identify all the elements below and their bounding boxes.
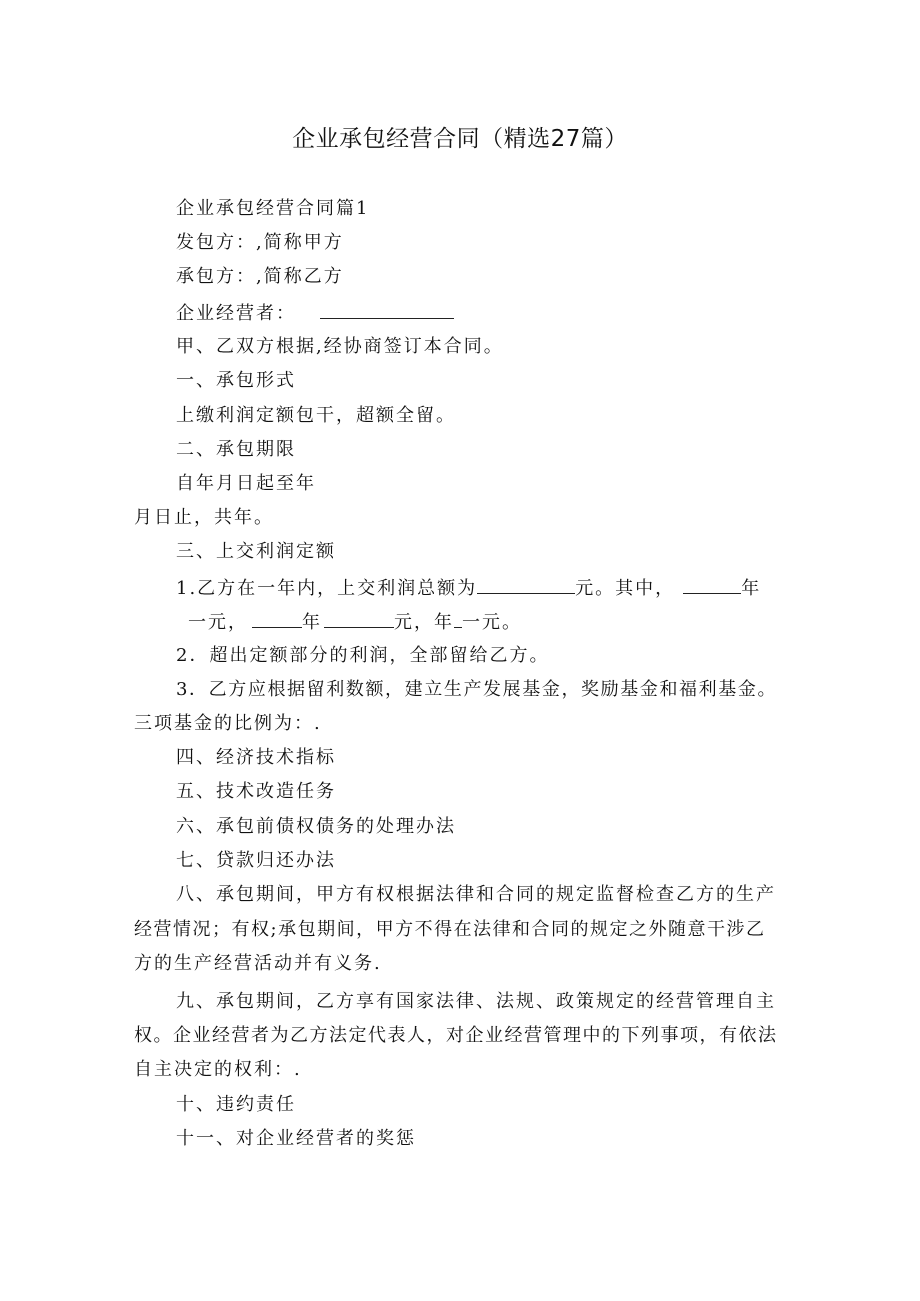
profit-text: 一元。 bbox=[462, 612, 522, 633]
amount-blank bbox=[324, 609, 394, 628]
paragraph: 2．超出定额部分的利润，全部留给乙方。 bbox=[176, 645, 550, 666]
amount-blank bbox=[454, 609, 462, 628]
operator-label: 企业经营者： bbox=[176, 303, 296, 324]
profit-text: 元，年 bbox=[394, 612, 454, 633]
clause-heading: 二、承包期限 bbox=[176, 439, 296, 460]
clause-heading: 十、违约责任 bbox=[176, 1094, 296, 1115]
profit-text: 年 bbox=[302, 612, 322, 633]
clause-heading: 一、承包形式 bbox=[176, 370, 296, 391]
party-b-line: 承包方：,简称乙方 bbox=[176, 266, 344, 287]
party-a-line: 发包方：,简称甲方 bbox=[176, 232, 344, 253]
paragraph: 上缴利润定额包干，超额全留。 bbox=[176, 405, 456, 426]
paragraph: 八、承包期间，甲方有权根据法律和合同的规定监督检查乙方的生产 bbox=[176, 884, 776, 905]
operator-line bbox=[176, 300, 454, 326]
clause-heading: 六、承包前债权债务的处理办法 bbox=[176, 816, 456, 837]
profit-text: 年 bbox=[741, 578, 762, 599]
paragraph: 甲、乙双方根据,经协商签订本合同。 bbox=[176, 336, 504, 357]
clause-heading: 五、技术改造任务 bbox=[176, 781, 336, 802]
section-heading: 企业承包经营合同篇1 bbox=[176, 198, 370, 219]
clause-heading: 三、上交利润定额 bbox=[176, 541, 336, 562]
profit-line-2 bbox=[188, 609, 522, 635]
profit-text: 一元， bbox=[188, 612, 248, 633]
profit-text: 元。其中， bbox=[575, 578, 676, 599]
paragraph: 自年月日起至年 bbox=[176, 473, 316, 494]
year-blank bbox=[252, 609, 302, 628]
clause-heading: 七、贷款归还办法 bbox=[176, 850, 336, 871]
paragraph: 三项基金的比例为：. bbox=[134, 713, 322, 734]
paragraph: 九、承包期间，乙方享有国家法律、法规、政策规定的经营管理自主 bbox=[176, 991, 776, 1012]
paragraph: 经营情况；有权;承包期间，甲方不得在法律和合同的规定之外随意干涉乙 bbox=[134, 919, 766, 940]
profit-line-1 bbox=[176, 575, 761, 601]
paragraph: 3．乙方应根据留利数额，建立生产发展基金，奖励基金和福利基金。 bbox=[176, 679, 778, 700]
year-blank bbox=[683, 575, 741, 594]
profit-text: 1.乙方在一年内，上交利润总额为 bbox=[176, 578, 478, 599]
profit-total-blank bbox=[477, 575, 575, 594]
paragraph: 方的生产经营活动并有义务. bbox=[134, 953, 382, 974]
paragraph: 权。企业经营者为乙方法定代表人，对企业经营管理中的下列事项，有依法 bbox=[134, 1025, 778, 1046]
paragraph: 自主决定的权利：. bbox=[134, 1059, 302, 1080]
operator-blank bbox=[320, 300, 454, 319]
clause-heading: 十一、对企业经营者的奖惩 bbox=[176, 1128, 416, 1149]
document-title: 企业承包经营合同（精选27篇） bbox=[292, 126, 628, 152]
clause-heading: 四、经济技术指标 bbox=[176, 747, 336, 768]
paragraph: 月日止，共年。 bbox=[134, 507, 274, 528]
